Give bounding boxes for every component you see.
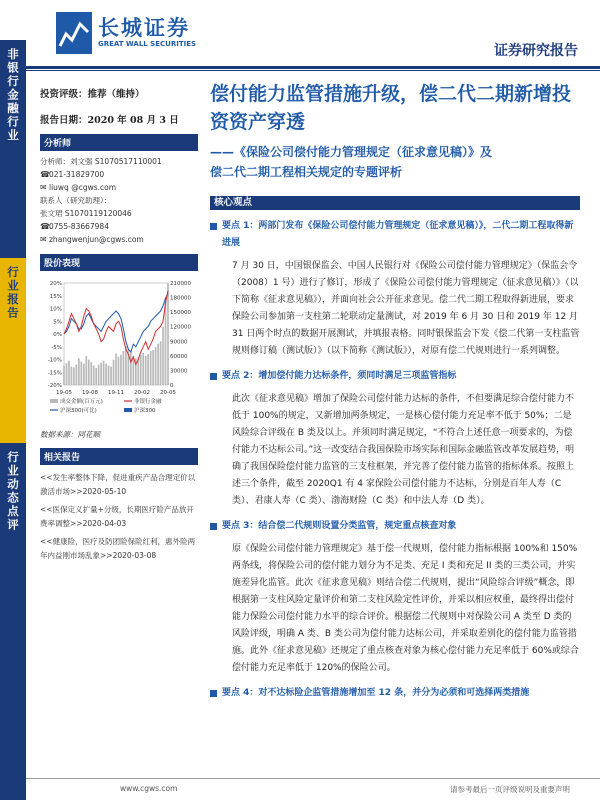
volume-bar — [130, 352, 132, 385]
y-right-tick-label: 120000 — [170, 324, 191, 331]
legend-label: 沪深300 — [134, 408, 156, 414]
volume-bar — [66, 363, 68, 385]
volume-bar — [110, 367, 112, 385]
legend-label: 成交金额(百万元) — [60, 399, 103, 405]
analyst-line: 张文珺 S1070119120046 — [40, 209, 132, 218]
volume-bar — [90, 362, 92, 385]
main-column — [210, 80, 580, 702]
key-point-body: 此次《征求意见稿》增加了保险公司偿付能力达标的条件，不但要满足综合偿付能力不低于 100%的规定，又新增加两条规定，一是核心偿付能力充足率不低于 50%；二是风险综合评级在 B 类及以上。并须同时满足规定，“不符合上述任意一项要求的，为偿付能力不达标公司。”这一改变结合我国保险市场实际和国际金融监管改革发展趋势，明确了我国保险偿付能力监管的三支柱框架，并完善了偿付能力监管的指标体系。按照上述三个条件，截至 2020Q1 有 4 家保险公司偿付能力不达标，分别是百年人寿（C 类）、君康人寿（C 类）、渤海财险（C 类）和中法人寿（D 类）。 — [232, 394, 575, 506]
header-rule — [26, 66, 600, 69]
y-left-tick-label: -5% — [51, 344, 62, 351]
y-left-tick-label: 5% — [53, 319, 62, 326]
left-column — [40, 80, 198, 567]
logo-name-cn: 长城证券 — [98, 16, 190, 40]
x-tick-label: 20-05 — [160, 390, 176, 396]
volume-bar — [73, 368, 75, 385]
side-band-industry-text: 非银行金融行业 — [6, 48, 20, 143]
legend-swatch — [50, 399, 58, 403]
legend-label: 沪深300(可比) — [60, 408, 97, 414]
related-report-link[interactable]: <<健康险，医疗及防团险保险红利，惠外险两年内益刚市场乱象>>2020-03-08 — [40, 537, 196, 560]
bullet-square-icon — [210, 523, 217, 530]
analyst-line: 分析师：刘文强 S1070517110001 — [40, 157, 162, 166]
volume-bar — [108, 366, 110, 385]
volume-bar — [167, 283, 169, 385]
report-title: 偿付能力监管措施升级，偿二代二期新增投资资产穿透 — [210, 83, 572, 133]
email-icon: ✉ — [40, 235, 47, 244]
y-left-tick-label: -15% — [47, 370, 62, 377]
investment-rating: 投资评级：推荐（维持） — [40, 89, 145, 100]
volume-bar — [113, 360, 115, 385]
volume-bar — [76, 365, 78, 385]
volume-bar — [100, 363, 102, 385]
chart-svg — [40, 277, 198, 425]
analyst-line: ✉ zhangwenjun@cgws.com — [40, 235, 144, 244]
bullet-square-icon — [210, 223, 217, 230]
bullet-square-icon — [210, 690, 217, 697]
related-reports-title: 相关报告 — [40, 448, 198, 465]
volume-bar — [68, 361, 70, 385]
y-right-tick-label: 180000 — [170, 295, 191, 302]
side-band-industry — [0, 40, 26, 258]
data-source: 数据来源：同花顺 — [40, 430, 100, 439]
volume-bar — [157, 344, 159, 385]
volume-bar — [147, 354, 149, 385]
key-point-heading: 要点 2：增加偿付能力达标条件，须同时满足三项监管指标 — [210, 368, 580, 385]
volume-bar — [103, 361, 105, 385]
stock-performance-chart — [40, 277, 198, 425]
key-point-heading: 要点 4：对不达标险企监管措施增加至 12 条，并分为必须和可选择两类措施 — [210, 685, 580, 702]
analyst-line: ☎021-31829700 — [40, 170, 105, 179]
y-right-tick-label: 0 — [170, 383, 174, 389]
related-report-link[interactable]: <<医保定义扩量+分级，长期医疗险产品放开费率调整>>2020-04-03 — [40, 505, 194, 528]
hs300-line — [64, 293, 168, 352]
y-left-tick-label: 10% — [49, 306, 62, 313]
volume-bar — [80, 362, 82, 385]
side-band-category-text: 行业动态点评 — [6, 451, 20, 532]
legend-swatch — [124, 408, 132, 412]
volume-bar — [142, 353, 144, 385]
report-date: 报告日期：2020 年 08 月 3 日 — [40, 115, 179, 126]
company-logo — [56, 12, 216, 54]
volume-bar — [78, 358, 80, 385]
x-tick-label: 19-05 — [56, 390, 72, 396]
volume-bar — [88, 360, 90, 385]
x-tick-label: 20-02 — [134, 390, 150, 396]
core-views-header — [210, 196, 580, 210]
footer-disclaimer: 请参考最后一页评级说明及重要声明 — [450, 785, 570, 794]
volume-bar — [71, 367, 73, 385]
y-left-tick-label: 15% — [49, 293, 62, 300]
volume-bar — [95, 368, 97, 385]
volume-bar — [98, 365, 100, 385]
bullet-square-icon — [210, 373, 217, 380]
phone-icon: ☎ — [40, 222, 50, 231]
x-tick-label: 19-11 — [108, 390, 124, 396]
x-tick-label: 19-08 — [82, 390, 98, 396]
header-rule-thin — [26, 70, 600, 71]
key-point-body: 原《保险公司偿付能力管理规定》基于偿一代规则，偿付能力指标根据 100%和 150%两条线，将保险公司的偿付能力划分为不足类、充足 I 类和充足 II 类的三类公司，并实施差异化监管。此次《征求意见稿》则结合偿二代规则，提出“风险综合评级”概念，即根据第一支柱风险定量评价和第二支柱风险定性评价，并采以相应权重，最终得出偿付能力保险公司偿付能力水平的综合评价。根据偿二代规则中对保险公司 A 类至 D 类的风险评级，明确 A 类、B 类公司为偿付能力达标公司，并采取差别化的偿付能力监管措施。此外《征求意见稿》还规定了重点核查对象为核心偿付能力充足率低于 60%或综合偿付能力充足率低于 120%的保险公司。 — [232, 544, 579, 673]
analyst-section-title: 分析师 — [40, 134, 198, 151]
volume-bar — [140, 355, 142, 385]
volume-bar — [145, 356, 147, 385]
key-point-heading: 要点 3：结合偿二代规则设置分类监管，规定重点核查对象 — [210, 518, 580, 535]
volume-bar — [63, 366, 65, 385]
volume-bar — [83, 364, 85, 385]
volume-bar — [105, 364, 107, 385]
related-reports-list — [40, 471, 198, 563]
phone-icon: ☎ — [40, 170, 50, 179]
y-left-tick-label: -10% — [47, 357, 62, 364]
side-band-report — [0, 258, 26, 443]
analyst-line: ☎0755-83667984 — [40, 222, 109, 231]
y-right-tick-label: 210000 — [170, 281, 191, 287]
document-type: 证券研究报告 — [494, 43, 578, 59]
y-right-tick-label: 150000 — [170, 310, 191, 317]
core-views-label: 核心观点 — [210, 196, 256, 210]
y-right-tick-label: 30000 — [170, 368, 188, 375]
volume-bar — [123, 351, 125, 385]
key-point-body: 7 月 30 日，中国银保监会、中国人民银行对《保险公司偿付能力管理规定》（保监会令（2008）1 号）进行了修订，形成了《保险公司偿付能力管理规定（征求意见稿）》（以下简称《征求意见稿》），并面向社会公开征求意见。偿二代二期工程取得新进展，要求保险公司参加第一支柱第二轮联动定量测试，对 2019 年 6 月 30 日和 2019 年 12 月 31 日两个时点的数据开展测试，并填报表格。同时银保监会下发《偿二代第一支柱监管规则修订稿（测试版）》（以下简称《测试版》），对原有偿二代规则进行一系列调整。 — [232, 261, 580, 356]
volume-bar — [120, 355, 122, 385]
side-band-report-text: 行业报告 — [6, 266, 20, 320]
volume-bar — [162, 327, 164, 385]
y-left-tick-label: -20% — [47, 383, 62, 389]
y-right-tick-label: 90000 — [170, 339, 188, 346]
key-point-heading: 要点 1：两部门发布《保险公司偿付能力管理规定（征求意见稿）》，二代二期工程取得新进展 — [210, 218, 580, 252]
report-subtitle — [210, 142, 580, 182]
volume-bar — [155, 347, 157, 385]
analyst-list — [40, 155, 198, 246]
legend-label: 非银行金融 — [134, 399, 162, 405]
y-right-tick-label: 60000 — [170, 353, 188, 360]
footer-rule — [26, 778, 600, 779]
volume-bar — [152, 350, 154, 385]
logo-mark-icon — [56, 12, 92, 54]
analyst-line: ✉ liuwq @cgws.com — [40, 183, 117, 192]
subtitle-line: 偿二代二期工程相关规定的专题评析 — [210, 165, 403, 179]
chart-section-title: 股价表现 — [40, 254, 198, 271]
y-left-tick-label: 20% — [49, 281, 62, 287]
subtitle-line: ——《保险公司偿付能力管理规定（征求意见稿）》及 — [210, 145, 493, 159]
volume-bar — [118, 357, 120, 385]
footer-url[interactable]: www.cgws.com — [120, 784, 178, 793]
y-left-tick-label: 0% — [53, 332, 62, 338]
volume-bar — [115, 353, 117, 385]
volume-bar — [150, 351, 152, 385]
logo-name-en: GREAT WALL SECURITIES — [98, 40, 197, 48]
email-icon: ✉ — [40, 183, 47, 192]
volume-bar — [85, 356, 87, 385]
related-report-link[interactable]: <<发生率整体下降，促进重疾产品合理定价以激活市场>>2020-05-10 — [40, 473, 196, 496]
analyst-line: 联系人（研究助理）： — [40, 196, 112, 205]
volume-bar — [125, 346, 127, 385]
side-band-category — [0, 443, 26, 800]
volume-bar — [160, 341, 162, 385]
volume-bar — [93, 366, 95, 385]
